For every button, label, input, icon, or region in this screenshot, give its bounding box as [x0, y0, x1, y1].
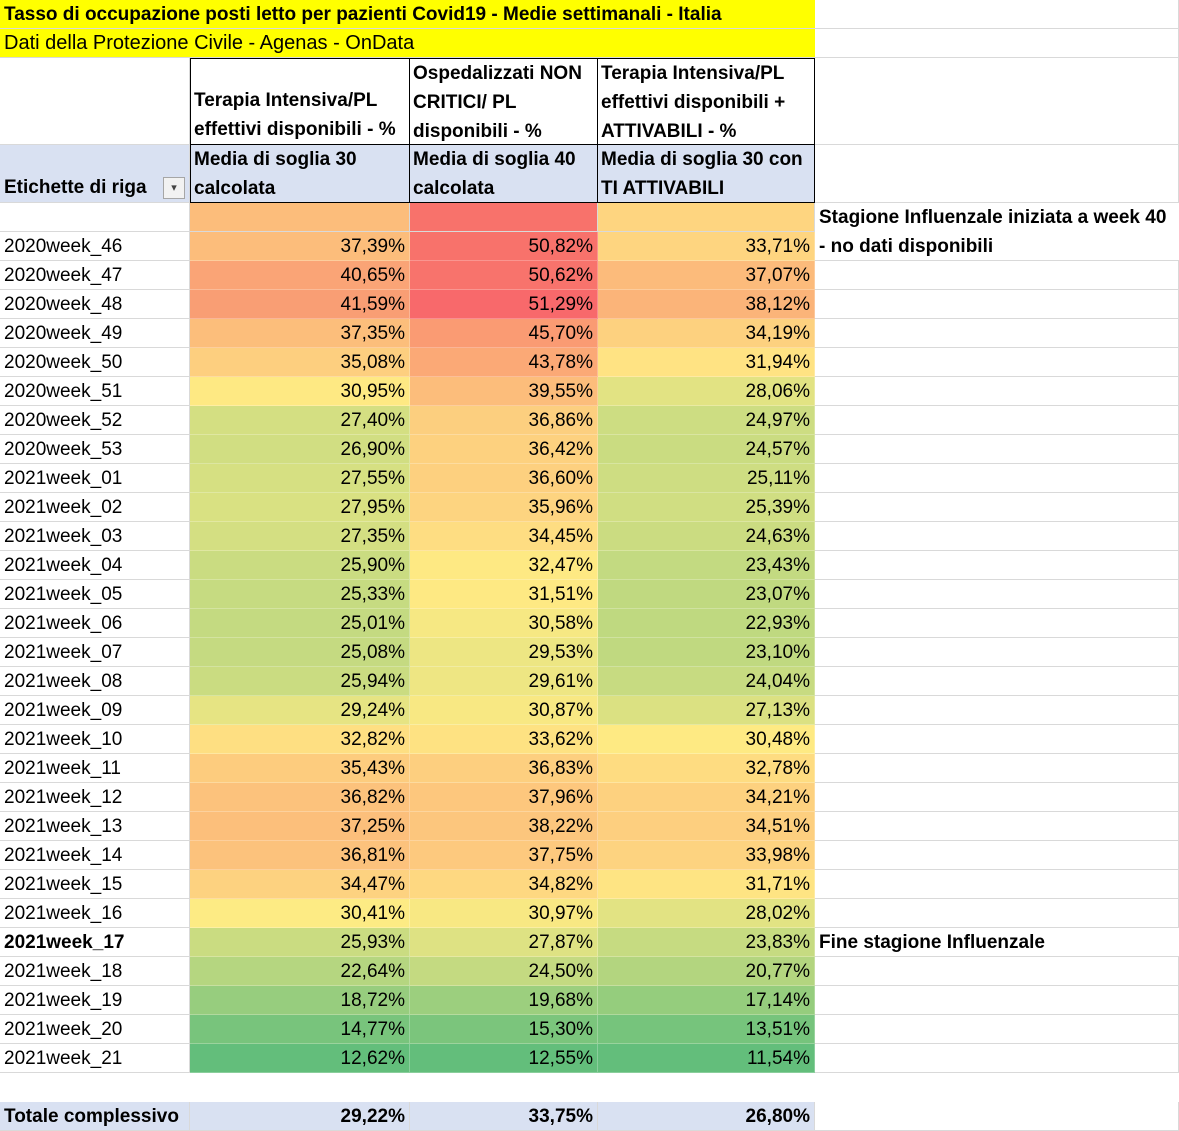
row-label[interactable]: 2021week_03	[0, 522, 190, 551]
value-cell-col3[interactable]: 32,78%	[598, 754, 815, 783]
column-header-label: Terapia Intensiva/PL effettivi disponibili - %	[194, 90, 396, 140]
empty-cell[interactable]	[815, 377, 1179, 406]
empty-cell[interactable]	[815, 551, 1179, 580]
value-cell-col1[interactable]: 26,90%	[190, 435, 410, 464]
value-cell-col1[interactable]: 22,64%	[190, 957, 410, 986]
value-cell-col3[interactable]: 17,14%	[598, 986, 815, 1015]
value-cell-col3[interactable]: 23,83%	[598, 928, 815, 957]
value-cell-col1[interactable]: 36,81%	[190, 841, 410, 870]
empty-cell[interactable]	[815, 667, 1179, 696]
row-label[interactable]: 2020week_48	[0, 290, 190, 319]
total-row-label[interactable]: Totale complessivo	[0, 1102, 190, 1131]
row-labels-header-text: Etichette di riga	[4, 177, 147, 198]
value-cell-col2[interactable]: 27,87%	[410, 928, 598, 957]
row-label[interactable]: 2021week_14	[0, 841, 190, 870]
value-cell-col3[interactable]: 23,43%	[598, 551, 815, 580]
column-header-ti-attivabili[interactable]	[598, 58, 815, 145]
row-label[interactable]: 2020week_51	[0, 377, 190, 406]
row-label[interactable]: 2021week_15	[0, 870, 190, 899]
value-cell-col3[interactable]: 33,98%	[598, 841, 815, 870]
empty-cell[interactable]	[815, 696, 1179, 725]
value-cell-col2[interactable]: 31,51%	[410, 580, 598, 609]
value-cell-col1[interactable]: 27,35%	[190, 522, 410, 551]
empty-cell[interactable]	[815, 783, 1179, 812]
value-cell-col1[interactable]: 27,40%	[190, 406, 410, 435]
empty-cell[interactable]	[0, 203, 190, 232]
value-cell-col2[interactable]: 29,61%	[410, 667, 598, 696]
row-label[interactable]: 2020week_49	[0, 319, 190, 348]
value-cell-col3[interactable]: 34,21%	[598, 783, 815, 812]
value-cell-col1[interactable]: 41,59%	[190, 290, 410, 319]
value-cell-col2[interactable]: 34,82%	[410, 870, 598, 899]
value-cell-col2[interactable]: 37,75%	[410, 841, 598, 870]
value-cell-col2[interactable]: 50,82%	[410, 232, 598, 261]
value-cell-col2[interactable]: 38,22%	[410, 812, 598, 841]
value-cell-col1[interactable]: 40,65%	[190, 261, 410, 290]
value-cell-col1[interactable]: 25,33%	[190, 580, 410, 609]
row-label[interactable]: 2020week_47	[0, 261, 190, 290]
empty-cell[interactable]	[0, 58, 190, 145]
value-cell-col3[interactable]: 22,93%	[598, 609, 815, 638]
empty-cell[interactable]	[815, 957, 1179, 986]
value-cell-col3[interactable]: 24,97%	[598, 406, 815, 435]
note-season-start[interactable]: Stagione Influenzale iniziata a week 40 - no dati disponibili	[815, 203, 1179, 261]
value-cell-col1[interactable]: 35,43%	[190, 754, 410, 783]
empty-cell[interactable]	[815, 986, 1179, 1015]
value-cell-col1[interactable]: 35,08%	[190, 348, 410, 377]
row-labels-header[interactable]	[0, 145, 190, 203]
row-label[interactable]: 2020week_50	[0, 348, 190, 377]
empty-cell[interactable]	[815, 754, 1179, 783]
empty-cell[interactable]	[815, 464, 1179, 493]
total-value-soglia40[interactable]: 33,75%	[410, 1102, 598, 1131]
note-season-end[interactable]: Fine stagione Influenzale	[815, 928, 1179, 957]
value-cell-col3[interactable]: 27,13%	[598, 696, 815, 725]
value-cell-col3[interactable]: 28,02%	[598, 899, 815, 928]
row-label[interactable]: 2021week_17	[0, 928, 190, 957]
value-cell-col1[interactable]: 36,82%	[190, 783, 410, 812]
value-cell-col2[interactable]: 36,60%	[410, 464, 598, 493]
value-cell-col2[interactable]: 24,50%	[410, 957, 598, 986]
value-cell-col2[interactable]: 32,47%	[410, 551, 598, 580]
empty-cell[interactable]	[190, 203, 410, 232]
empty-cell[interactable]	[815, 319, 1179, 348]
row-label[interactable]: 2021week_09	[0, 696, 190, 725]
pivot-field-soglia30[interactable]: Media di soglia 30 calcolata	[190, 145, 410, 203]
empty-cell[interactable]	[815, 290, 1179, 319]
value-cell-col2[interactable]: 50,62%	[410, 261, 598, 290]
value-cell-col3[interactable]: 33,71%	[598, 232, 815, 261]
value-cell-col2[interactable]: 30,87%	[410, 696, 598, 725]
value-cell-col1[interactable]: 18,72%	[190, 986, 410, 1015]
value-cell-col3[interactable]: 20,77%	[598, 957, 815, 986]
value-cell-col2[interactable]: 15,30%	[410, 1015, 598, 1044]
filter-dropdown-icon[interactable]: ▾	[163, 177, 185, 199]
total-value-soglia30[interactable]: 29,22%	[190, 1102, 410, 1131]
value-cell-col1[interactable]: 25,93%	[190, 928, 410, 957]
value-cell-col1[interactable]: 25,01%	[190, 609, 410, 638]
row-label[interactable]: 2021week_13	[0, 812, 190, 841]
total-value-soglia30-attivabili[interactable]: 26,80%	[598, 1102, 815, 1131]
row-label[interactable]: 2021week_18	[0, 957, 190, 986]
value-cell-col1[interactable]: 25,90%	[190, 551, 410, 580]
value-cell-col1[interactable]: 32,82%	[190, 725, 410, 754]
value-cell-col3[interactable]: 25,39%	[598, 493, 815, 522]
row-label[interactable]: 2021week_10	[0, 725, 190, 754]
row-label[interactable]: 2021week_06	[0, 609, 190, 638]
value-cell-col2[interactable]: 37,96%	[410, 783, 598, 812]
value-cell-col3[interactable]: 13,51%	[598, 1015, 815, 1044]
empty-cell[interactable]	[815, 812, 1179, 841]
value-cell-col3[interactable]: 24,04%	[598, 667, 815, 696]
row-label[interactable]: 2020week_53	[0, 435, 190, 464]
empty-cell[interactable]	[815, 870, 1179, 899]
empty-cell[interactable]	[815, 1102, 1179, 1131]
row-label[interactable]: 2021week_16	[0, 899, 190, 928]
column-header-ospedalizzati[interactable]	[410, 58, 598, 145]
value-cell-col2[interactable]: 45,70%	[410, 319, 598, 348]
empty-cell[interactable]	[410, 203, 598, 232]
value-cell-col1[interactable]: 30,95%	[190, 377, 410, 406]
value-cell-col2[interactable]: 43,78%	[410, 348, 598, 377]
value-cell-col1[interactable]: 29,24%	[190, 696, 410, 725]
column-header-label: Terapia Intensiva/PL effettivi disponibili + ATTIVABILI - %	[601, 63, 786, 142]
row-label[interactable]: 2021week_08	[0, 667, 190, 696]
value-cell-col1[interactable]: 30,41%	[190, 899, 410, 928]
row-label[interactable]: 2021week_11	[0, 754, 190, 783]
sheet-subtitle[interactable]: Dati della Protezione Civile - Agenas - OnData	[0, 29, 815, 58]
value-cell-col3[interactable]: 34,19%	[598, 319, 815, 348]
empty-cell[interactable]	[815, 145, 1179, 203]
value-cell-col2[interactable]: 33,62%	[410, 725, 598, 754]
empty-cell[interactable]	[815, 0, 1179, 29]
pivot-field-soglia30-attivabili[interactable]: Media di soglia 30 con TI ATTIVABILI	[598, 145, 815, 203]
row-label[interactable]: 2021week_19	[0, 986, 190, 1015]
value-cell-col3[interactable]: 23,10%	[598, 638, 815, 667]
value-cell-col1[interactable]: 37,35%	[190, 319, 410, 348]
value-cell-col2[interactable]: 51,29%	[410, 290, 598, 319]
empty-cell[interactable]	[815, 406, 1179, 435]
row-label[interactable]: 2021week_02	[0, 493, 190, 522]
value-cell-col1[interactable]: 34,47%	[190, 870, 410, 899]
value-cell-col3[interactable]: 25,11%	[598, 464, 815, 493]
value-cell-col1[interactable]: 37,39%	[190, 232, 410, 261]
empty-cell[interactable]	[815, 493, 1179, 522]
value-cell-col2[interactable]: 39,55%	[410, 377, 598, 406]
row-label[interactable]: 2021week_07	[0, 638, 190, 667]
value-cell-col2[interactable]: 34,45%	[410, 522, 598, 551]
value-cell-col3[interactable]: 31,71%	[598, 870, 815, 899]
row-label[interactable]: 2021week_05	[0, 580, 190, 609]
value-cell-col2[interactable]: 12,55%	[410, 1044, 598, 1073]
value-cell-col2[interactable]: 36,42%	[410, 435, 598, 464]
empty-cell[interactable]	[815, 638, 1179, 667]
empty-cell[interactable]	[815, 348, 1179, 377]
empty-cell[interactable]	[815, 841, 1179, 870]
value-cell-col2[interactable]: 36,83%	[410, 754, 598, 783]
sheet-title[interactable]: Tasso di occupazione posti letto per pazienti Covid19 - Medie settimanali - Italia	[0, 0, 815, 29]
value-cell-col3[interactable]: 23,07%	[598, 580, 815, 609]
empty-cell[interactable]	[815, 609, 1179, 638]
column-header-ti-effettivi[interactable]	[190, 58, 410, 145]
row-label[interactable]: 2020week_46	[0, 232, 190, 261]
value-cell-col2[interactable]: 19,68%	[410, 986, 598, 1015]
empty-cell[interactable]	[815, 1044, 1179, 1073]
value-cell-col3[interactable]: 37,07%	[598, 261, 815, 290]
value-cell-col1[interactable]: 14,77%	[190, 1015, 410, 1044]
value-cell-col3[interactable]: 24,63%	[598, 522, 815, 551]
pivot-field-soglia40[interactable]: Media di soglia 40 calcolata	[410, 145, 598, 203]
empty-cell[interactable]	[815, 725, 1179, 754]
value-cell-col1[interactable]: 25,08%	[190, 638, 410, 667]
value-cell-col1[interactable]: 27,55%	[190, 464, 410, 493]
empty-cell[interactable]	[815, 435, 1179, 464]
row-label[interactable]: 2020week_52	[0, 406, 190, 435]
value-cell-col3[interactable]: 28,06%	[598, 377, 815, 406]
empty-cell[interactable]	[815, 58, 1179, 145]
value-cell-col1[interactable]: 27,95%	[190, 493, 410, 522]
row-label[interactable]: 2021week_01	[0, 464, 190, 493]
row-label[interactable]: 2021week_21	[0, 1044, 190, 1073]
value-cell-col2[interactable]: 30,58%	[410, 609, 598, 638]
empty-cell[interactable]	[815, 29, 1179, 58]
value-cell-col2[interactable]: 30,97%	[410, 899, 598, 928]
empty-cell[interactable]	[815, 1015, 1179, 1044]
value-cell-col3[interactable]: 24,57%	[598, 435, 815, 464]
value-cell-col3[interactable]: 31,94%	[598, 348, 815, 377]
empty-cell[interactable]	[815, 580, 1179, 609]
empty-cell[interactable]	[815, 899, 1179, 928]
value-cell-col3[interactable]: 38,12%	[598, 290, 815, 319]
value-cell-col3[interactable]: 30,48%	[598, 725, 815, 754]
value-cell-col2[interactable]: 29,53%	[410, 638, 598, 667]
row-label[interactable]: 2021week_04	[0, 551, 190, 580]
value-cell-col2[interactable]: 35,96%	[410, 493, 598, 522]
column-header-label: Ospedalizzati NON CRITICI/ PL disponibili - %	[413, 63, 582, 142]
value-cell-col1[interactable]: 25,94%	[190, 667, 410, 696]
value-cell-col1[interactable]: 12,62%	[190, 1044, 410, 1073]
value-cell-col3[interactable]: 34,51%	[598, 812, 815, 841]
value-cell-col1[interactable]: 37,25%	[190, 812, 410, 841]
value-cell-col2[interactable]: 36,86%	[410, 406, 598, 435]
value-cell-col3[interactable]: 11,54%	[598, 1044, 815, 1073]
empty-cell[interactable]	[598, 203, 815, 232]
row-label[interactable]: 2021week_12	[0, 783, 190, 812]
empty-cell[interactable]	[815, 261, 1179, 290]
empty-cell[interactable]	[815, 522, 1179, 551]
row-label[interactable]: 2021week_20	[0, 1015, 190, 1044]
